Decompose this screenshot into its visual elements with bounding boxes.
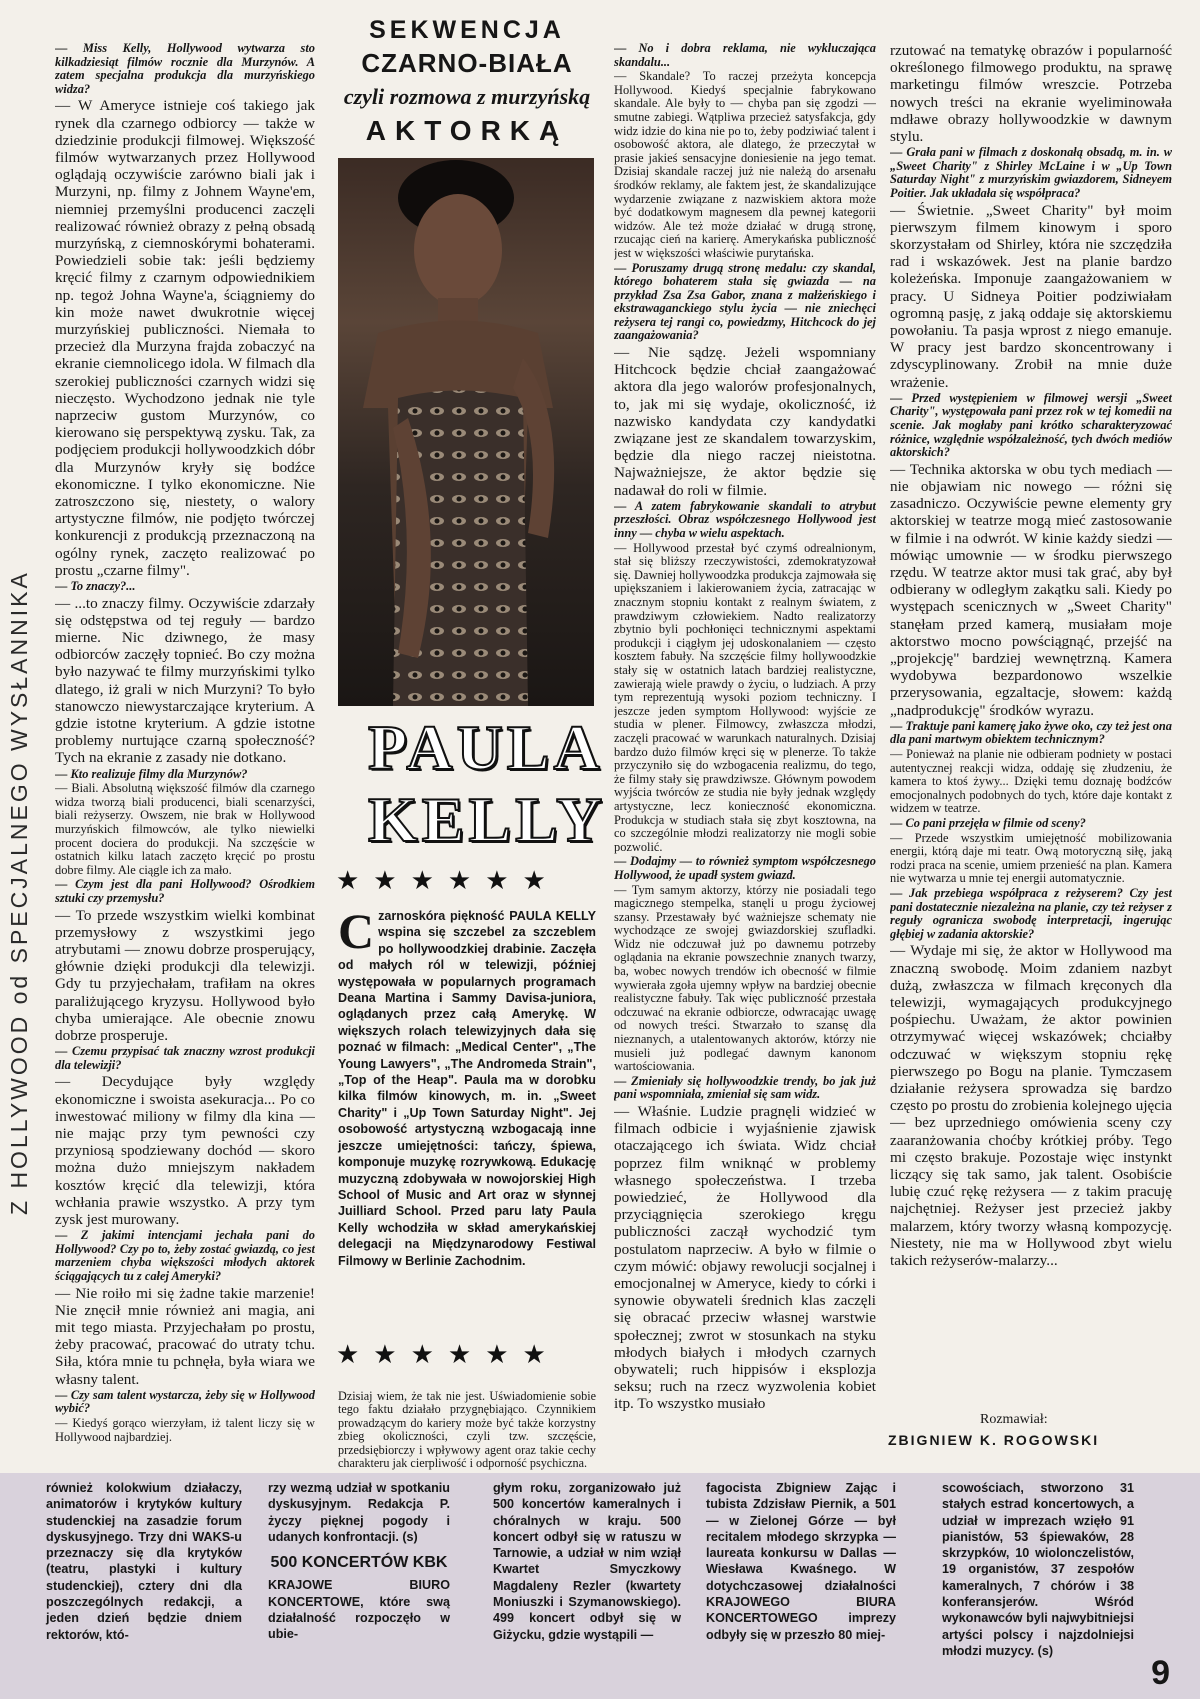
article-column-1 (55, 42, 315, 1466)
interview-question: — Traktuje pani kamerę jako żywe oko, czy też jest ona dla pani martwym obiektem technicznym? (890, 718, 1172, 747)
interview-question: — Dodajmy — to również symptom współczesnego Hollywood, że upadł system gwiazd. (614, 854, 876, 882)
interview-question: — Grała pani w filmach z doskonałą obsadą, m. in. w „Sweet Charity" z Shirley McLaine i w „Up Town Saturday Night" z murzyńskim gwiazdorem, Sidneyem Poitier. Jak układała się współpraca? (890, 145, 1172, 200)
bottom-column-1: również kolokwium działaczy, animatorów i krytyków kultury studenckiej na zasadzie forum dyskusyjnego. Trzy dni WAKS-u przeznaczy się dla krytyków (teatru, plastyki i kultury studenckiej), cztery dni dla poszczególnych redakcji, a jeden dzień będzie dniem rektorów, któ- (46, 1481, 242, 1642)
star-row-bottom: ★★★★★★ (336, 1340, 560, 1369)
interview-question: — Co pani przejęła w filmie od sceny? (890, 816, 1086, 830)
interview-answer: — Biali. Absolutną większość filmów dla czarnego widza tworzą biali producenci, biali scenarzyści, biali reżyserzy. Owszem, nie brak w Hollywood murzyńskich filmowców, ale tylko niewielki procent dociera do produkcji. Na szczęście w ostatnich kilku latach zaczęto kręcić po prostu dobre filmy. Ale ciągle ich za mało. (55, 781, 315, 877)
interview-answer: — Technika aktorska w obu tych mediach — nie objawiam nic nowego — różni się zasadniczo. Oczywiście pewne elementy gry aktorskiej w teatrze mogą mieć zastosowanie w filmie i na odwrót. W kinie każdy siedzi — mówiąc umownie — w środku pierwszego rzędu. W teatrze aktor musi tak grać, aby był odbierany w odległym zakątku sali. Kiedy po występach scenicznych w „Sweet Charity" stanęłam przed kamerą, musiałam moje aktorstwo mocno powściągnąć, przejść na „projekcję" bardziej wewnętrzną. Kamera wydobywa bezpardonowo wszelkie przerysowania, egzaltacje, słowem: każdą „nadprodukcję" środków wyrazu. (890, 460, 1172, 719)
interview-question: — Czy sam talent wystarcza, żeby się w Hollywood wybić? (55, 1387, 315, 1416)
intro-continuation: Dzisiaj wiem, że tak nie jest. Uświadomienie sobie tego faktu działało przygnębiająco. Czynnikiem prowadzącym do kariery może być także korzystny zbieg okoliczności, czyli tzw. szczęście, przedsiębiorczy i wpływowy agent oraz takie cechy charakteru jak cierpliwość i odporność psychiczna. (338, 1389, 596, 1471)
headline-line-3: czyli rozmowa z murzyńską (343, 84, 591, 109)
interview-answer: — Hollywood przestał być czymś odrealnionym, stał się bliższy rzeczywistości, zdemokratyzował się. Dawniej hollywoodzka produkcja zajmowała się upiększaniem i lakierowaniem życia, zatracając w znacznym stopniu kontakt z realnym światem, z prawdziwym człowiekiem. Nadto realizatorzy zbytnio byli pochłonięci technicznymi aspektami produkcji i ciągłym jej udoskonalaniem — często kosztem fabuły. Na szczęście filmy hollywoodzkie stały się w ostatnich latach bardziej realistyczne, zawierają wiele prawdy o życiu, o ludziach. A przy tym reprezentują wysoki poziom techniczny. I jeszcze jeden symptom Hollywood: wyjście ze studia w plener. Filmowcy, zwłaszcza młodzi, zaczęli pracować w warunkach naturalnych. Dzisiaj bardzo dużo filmów kręci się w plenerze. To także przyczyniło się do wzbogacenia realizmu, do tego, że filmy stały się prawdziwsze. Głównym powodem wyjścia twórców ze studia nie były jednak względy artystyczne, lecz konieczność ekonomiczna. Produkcja w studiach stała się zbyt kosztowna, na co szczególnie młodzi realizatorzy nie mogli sobie pozwolić. (614, 540, 876, 854)
actress-photo (338, 158, 594, 706)
interview-answer: — Tym samym aktorzy, którzy nie posiadali tego magicznego stempelka, stanęli u progu życiowej szansy. Przestawały być ważniejsze schematy nie wychodzące ze swojej gwiazdorskiej szufladki. Widz nie odczuwał już po dawnemu potrzeby oglądania na ekranie powszechnie znanych twarzy, ba, wobec nowych trendów ich obecność w filmie wywierała zgoła ujemny wpływ na bardziej obecnie realistyczne fabuły. Tak więc publiczność przestała odczuwać na ekranie odbiorcze, odwracając uwagę od nowych treści. Stwarzało to szansę dla nieznanych, a utalentowanych aktorów, którzy nie musieli już podlegać dawnym kanonom wartościowania. (614, 882, 876, 1074)
headline-line-2: CZARNO-BIAŁA (361, 48, 573, 78)
interview-question: — Czemu przypisać tak znaczny wzrost produkcji dla telewizji? (55, 1044, 315, 1072)
headline-line-1: SEKWENCJA (369, 16, 565, 44)
bottom-column-2-text-b: KRAJOWE BIURO KONCERTOWE, które swą działalność rozpoczęło w ubie- (268, 1578, 450, 1642)
interview-answer: — Właśnie. Ludzie pragnęli widzieć w filmach odbicie i wyjaśnienie zjawisk otaczającego ich świata. Widz chciał poprzez film wniknąć w problemy własnego społeczeństwa. I trzeba powiedzieć, że Hollywood dla przyciągnięcia szerokiego kręgu publiczności zaczął wychodzić tym postulatom naprzeciw. A było w filmie o czym mówić: objawy rewolucji socjalnej i emocjonalnej w Ameryce, kiedy to córki i synowie obywateli średnich klas zaczęli się obracać przeciw własnej warstwie społecznej; zwrot w stosunkach na styku młodych białych i młodych czarnych obywateli; ruch hippisów i eksplozja seksu; ruch na rzecz wyzwolenia kobiet itp. To wszystko musiało (614, 1103, 876, 1413)
interview-answer: — Skandale? To raczej przeżyta koncepcja Hollywood. Kiedyś specjalnie fabrykowano skandale. Ale były to — chyba pan się zgodzi — smutne zabiegi. Wątpliwa przecież satysfakcja, gdy widz idzie do kina nie po to, żeby podziwiać talent i osobowość aktora, ale dlatego, że przeczytał w prasie jakieś sensacyjne doniesienie na jego temat. Dzisiaj skandale raczej już nie należą do arsenału środków reklamy, ale faktem jest, że skandalizujące wydarzenie związane z nazwiskiem aktora może być dodatkowym magnesem dla pewnej kategorii widzów. Ale też może działać w drugą stronę, rzucając cień na karierę. Amerykańska publiczność jest w większości właściwie purytańska. (614, 69, 876, 260)
interview-answer: — Decydujące były względy ekonomiczne i swoista asekuracja... Po co inwestować miliony w filmy dla kina — nie mając przy tym pewności czy przyniosą spodziewany dochód — skoro można dużo mniejszym nakładem kosztów kręcić dla telewizji, która wchłania prawie wszystko. A przy tym zysk jest murowany. (55, 1073, 315, 1229)
bottom-headline: 500 KONCERTÓW KBK (270, 1554, 448, 1572)
interview-answer: — To przede wszystkim wielki kombinat przemysłowy z wszystkimi jego atrybutami — znowu dobrze prosperujący, głównie dzięki produkcji dla telewizji. Gdy tu przyjechałam, trafiłam na okres paraliżującego kryzysu. Hollywood było chyba umierające. Ale obecnie znowu dobrze prosperuje. (55, 906, 315, 1045)
bottom-column-5: scowościach, stworzono 31 stałych estrad koncertowych, a udział w imprezach wzięło 91 pianistów, 53 śpiewaków, 28 skrzypków, 10 wiolonczelistów, 19 organistów, 37 zespołów kameralnych, 7 chórów i 38 konferansjerów. Wśród wykonawców byli najwybitniejsi artyści polscy i najzdolniejsi młodzi muzycy. (s) (942, 1481, 1134, 1658)
headline-line-4: AKTORKĄ (365, 115, 569, 146)
interview-answer: — Przede wszystkim umiejętność mobilizowania energii, którą daje mi teatr. Ową motoryczną siłę, jaką rodzi praca na scenie, umiem przenieść na plan. Kamera nie wytwarza u mnie tej energii automatycznie. (890, 830, 1172, 886)
article-column-3 (614, 42, 876, 1466)
interview-question: — Miss Kelly, Hollywood wytwarza sto kilkadziesiąt filmów rocznie dla Murzynów. A zatem specjalna produkcja dla murzyńskiego widza? (55, 42, 315, 96)
actress-name-art (368, 712, 607, 856)
interview-question: — Zmieniały się hollywoodzkie trendy, bo jak już pani wspomniała, zmieniał się sam widz. (614, 1073, 876, 1102)
interview-answer: — Kiedyś gorąco wierzyłam, iż talent liczy się w Hollywood najbardziej. (55, 1416, 315, 1444)
intro-paragraph (338, 903, 596, 1269)
page-number: 9 (1151, 1654, 1170, 1692)
name-last: KELLY (368, 784, 607, 855)
interview-answer: — ...to znaczy filmy. Oczywiście zdarzały się odstępstwa od tej reguły — bardzo mierne. Nic dziwnego, że masy odbiorców zaczęły topnieć. Bo czy można było nazywać te filmy murzyńskimi tylko dlatego, iż grali w nich Murzyni? To było stanowczo niewystarczające kryterium. A gdzie istotne kryterium. A gdzie istotne problemy nurtujące czarną społeczność? Tych na ekranie z zasady nie dotkano. (55, 594, 315, 767)
drop-cap: C (338, 903, 375, 959)
bottom-column-2 (268, 1480, 450, 1643)
interview-question: — Z jakimi intencjami jechała pani do Hollywood? Czy po to, żeby zostać gwiazdą, co jest marzeniem chyba większości młodych aktorek ściągających tu z całej Ameryki? (55, 1228, 315, 1284)
name-first: PAULA (368, 712, 604, 783)
signature-name: ZBIGNIEW K. ROGOWSKI (888, 1432, 1100, 1448)
star-row-top: ★★★★★★ (336, 866, 560, 895)
interview-question: — Kto realizuje filmy dla Murzynów? (55, 766, 248, 781)
interview-answer: — Nie sądzę. Jeżeli wspomniany Hitchcock będzie chciał zaangażować aktora dla jego walorów profesjonalnych, to, jak mi się wydaje, okoliczność, iż nazwisko kandydata czy kandydatki związane jest ze skandalem towarzyskim, będzie dla niego raczej nieistotna. Najważniejsze, że aktor będzie się nadawał do roli w filmie. (614, 344, 876, 499)
interview-answer: rzutować na tematykę obrazów i popularność określonego filmowego produktu, na sprawę marketingu filmów wreszcie. Potrzeba nowych treści na ekranie wyeliminowała mdławe obrazy hollywoodzkie w dawnym stylu. (890, 42, 1172, 146)
interview-question: — A zatem fabrykowanie skandali to atrybut przeszłości. Obraz współczesnego Hollywood jest inny — chyba w wielu aspektach. (614, 498, 876, 541)
bottom-column-3: głym roku, zorganizowało już 500 koncertów kameralnych i chóralnych w kraju. 500 koncert odbył się w ratuszu w Tarnowie, a udział w nim wziął Kwartet Smyczkowy Magdaleny Rezler (kwartety Moniuszki i Szymanowskiego). 499 koncert odbył się w Giżycku, gdzie wystąpili — (493, 1481, 681, 1642)
interview-answer: — Wydaje mi się, że aktor w Hollywood ma znaczną swobodę. Moim zdaniem nazbyt dużą, zwłaszcza w filmach kręconych dla telewizji, wymagających produkcyjnego pośpiechu. Uważam, że aktor powinien otrzymywać więcej wskazówek; chciałby odczuwać w większym stopniu rękę pierwszego po Bogu na planie. Tymczasem działanie reżysera sprowadza się bardzo często po prostu do zrobienia kolejnego ujęcia — bez uprzedniego omówienia sceny czy zaaranżowania choćby krótkiej próby. Tego mi często brakuje. Pozostaje więc instynkt liczący się tak samo, jak talent. Osobiście lubię czuć rękę reżysera — z takim pracuję najchętniej. Reżyser jest przecież jakby malarzem, który tworzy własną kompozycję. Niestety, nie ma w Hollywood zbyt wielu takich reżyserów-malarzy... (890, 942, 1172, 1269)
article-column-4 (890, 42, 1172, 1408)
bottom-column-2-text: rzy wezmą udział w spotkaniu dyskusyjnym. Redakcja P. życzy pięknej pogody i udanych konfrontacji. (s) (268, 1481, 450, 1544)
interview-question: — Czym jest dla pani Hollywood? Ośrodkiem sztuki czy przemysłu? (55, 877, 315, 906)
bottom-column-4: fagocista Zbigniew Zając i tubista Zdzisław Piernik, a 501 — w Zielonej Górze — był recitalem młodego skrzypka — laureata konkursu w Dallas — Wiesława Kwaśnego. W dotychczasowej działalności KRAJOWEGO BIURA KONCERTOWEGO imprezy odbyły się w przeszło 80 miej- (706, 1481, 896, 1642)
interview-answer: — Ponieważ na planie nie odbieram podniety w postaci autentycznej reakcji widza, oddaję się złudzeniu, że kamera to ktoś żywy... Dzięki temu doznaję bodźców emocjonalnych podobnych do tych, które daje kontakt z widzem w teatrze. (890, 747, 1172, 816)
intro-text: zarnoskóra piękność PAULA KELLY wspina się szczebel za szczeblem po hollywoodzkiej drabinie. Zaczęła od małych ról w telewizji, później występowała w popularnych programach Deana Martina i Sammy Davisa-juniora, oglądanych przez całą Amerykę. W większych rolach telewizyjnych dała się poznać w filmach: „Medical Center", „The Young Lawyers", „The Andromeda Strain", „Top of the Heap". Paula ma w dorobku kilka filmów kinowych, m. in. „Sweet Charity" i „Up Town Saturday Night". Jej osobowość artystyczną wzbogacają inne jeszcze umiejętności: tańczy, śpiewa, komponuje muzykę rozrywkową. Edukację muzyczną zdobywała w nowojorskiej High School of Music and Art oraz w słynnej Juilliard School. Przed paru laty Paula Kelly wchodziła w skład amerykańskiej delegacji na Międzynarodowy Festiwal Filmowy w Berlinie Zachodnim. (338, 909, 596, 1268)
actress-silhouette-icon (338, 158, 594, 706)
signature-label: Rozmawiał: (980, 1412, 1048, 1427)
interview-question: — Jak przebiega współpraca z reżyserem? Czy jest pani dostatecznie niezależna na planie, czy też reżyser z reguły ogranicza swobodę interpretacji, ingerując głębiej w zadania aktorskie? (890, 885, 1172, 941)
interview-question: — No i dobra reklama, nie wykluczająca skandalu... (614, 42, 876, 69)
side-section-label: Z HOLLYWOOD od SPECJALNEGO WYSŁANNIKA (6, 570, 32, 1215)
interview-question: — Przed występieniem w filmowej wersji „Sweet Charity", występowała pani przez rok w tej komedii na scenie. Jak mogłaby pani krótko scharakteryzować różnice, względnie współzależność, tych dwóch mediów aktorskich? (890, 390, 1172, 460)
interview-question: — Poruszamy drugą stronę medalu: czy skandal, którego bohaterem stała się gwiazda — na przykład Zsa Zsa Gabor, znana z małżeńskiego i ekstrawaganckiego stylu życia — nie zniechęci reżysera tej rangi co, powiedzmy, Hitchcock do jej zaangażowania? (614, 260, 876, 343)
interview-question: — To znaczy?... (55, 579, 136, 594)
interview-answer: — Świetnie. „Sweet Charity" był moim pierwszym filmem kinowym i sporo skorzystałam od Shirley, która nie szczędziła rad i wskazówek. Jest na planie bardzo koleżeńska. Imponuje zaangażowaniem w pracy. U Sidneya Poitier podziwiałam ogromną pasję, z jaką oddaje się aktorskiemu powołaniu. Ta pasja wprost z niego emanuje. W pracy jest bardzo skoncentrowany i zdyscyplinowany. Zrobił na mnie duże wrażenie. (890, 201, 1172, 391)
interview-answer: — Nie roiło mi się żadne takie marzenie! Nie znęcił mnie również ani magia, ani mit tego miasta. Przyjechałam po prostu, żeby pracować, pracować do utraty tchu. Siła, która mnie tu pchnęła, była wiara we własny talent. (55, 1284, 315, 1388)
interview-answer: — W Ameryce istnieje coś takiego jak rynek dla czarnego odbiorcy — także w dziedzinie produkcji filmowej. Większość filmów wytwarzanych przez Hollywood oglądają oczywiście zarówno biali jak i Murzyni, np. filmy z Johnem Wayne'em, niemniej przemyślni producenci zaczęli realizować również obrazy z pełną obsadą murzyńską, z ciemnoskórymi bohaterami. Powiedzieli sobie tak: jeśli będziemy kręcić filmy z czarnym odpowiednikiem np. tegoż Johna Wayne'a, ściągniemy do kin może nawet dwukrotnie więcej murzyńskiej publiczności. Niemała to przecież dla Murzyna frajda zobaczyć na ekranie ciemnolicego idola. W filmach dla szerokiej publiczności czarnych widzi się nieczęsto. Wychodzono jednak nie tyle naprzeciw gustom Murzynów, co kierowano się perspektywą zysku. Tak, za podjęciem produkcji hollywoodzkich dóbr dla Murzynów kryły się bodźce ekonomiczne. I tylko ekonomiczne. Nie zatroszczono się, niestety, o walory artystyczne filmów, nie podjęto twórczej konkurencji z produkcją przeznaczoną na ogólny rynek, zaczęto realizować po prostu „czarne filmy". (55, 97, 315, 579)
